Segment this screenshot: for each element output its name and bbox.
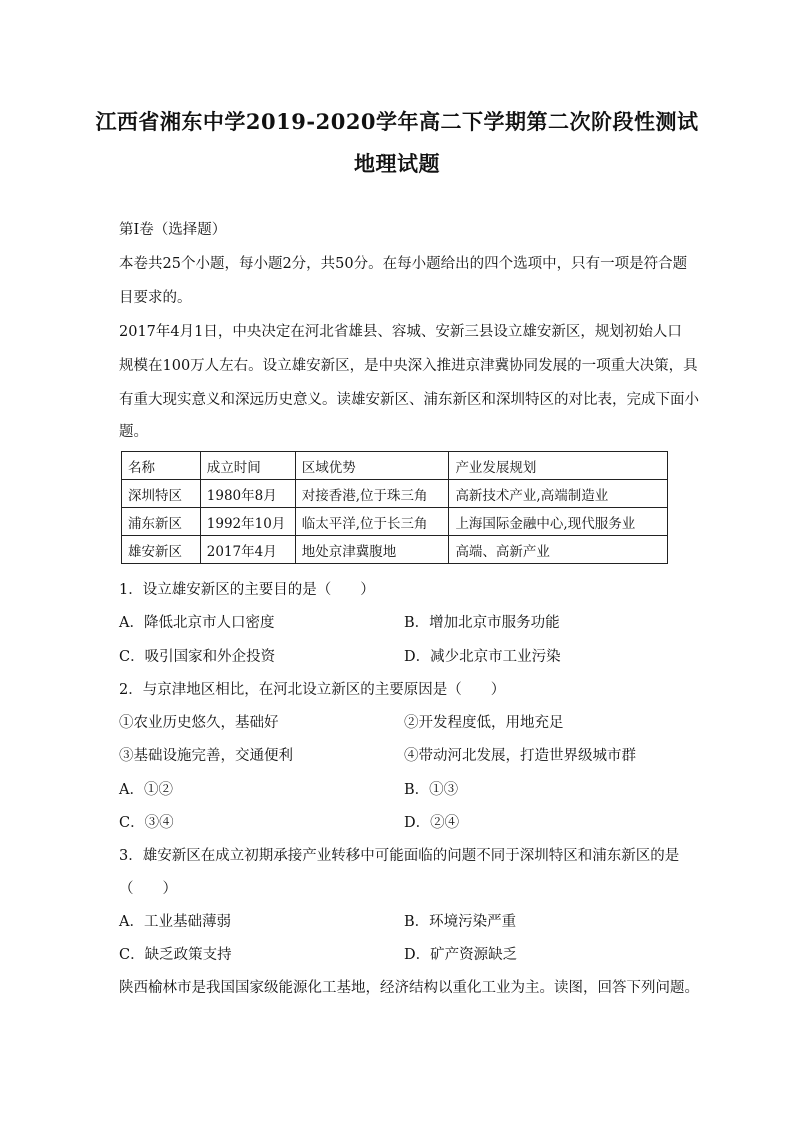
- table-cell: 上海国际金融中心,现代服务业: [449, 508, 668, 536]
- q1-option-c: C．吸引国家和外企投资: [119, 649, 276, 665]
- table-cell: 对接香港,位于珠三角: [295, 480, 449, 508]
- table-cell: 1980年8月: [200, 480, 295, 508]
- exam-subtitle: 地理试题: [354, 151, 440, 176]
- passage-line: 题。: [119, 424, 148, 440]
- table-cell: 1992年10月: [200, 508, 295, 536]
- comparison-table: [121, 451, 668, 564]
- q3-option-d: D．矿产资源缺乏: [404, 947, 518, 963]
- question-3-stem: 3．雄安新区在成立初期承接产业转移中可能面临的问题不同于深圳特区和浦东新区的是: [119, 848, 680, 864]
- q1-option-a: A．降低北京市人口密度: [119, 615, 275, 631]
- q2-statement-1: ①农业历史悠久，基础好: [119, 715, 279, 731]
- table-cell: 深圳特区: [122, 480, 201, 508]
- q2-statement-4: ④带动河北发展，打造世界级城市群: [404, 748, 636, 764]
- table-cell: 浦东新区: [122, 508, 201, 536]
- q2-option-c: C．③④: [119, 815, 174, 831]
- table-header-cell: 产业发展规划: [449, 452, 668, 480]
- q2-option-a: A．①②: [119, 782, 173, 798]
- q3-option-a: A．工业基础薄弱: [119, 914, 231, 930]
- q1-option-d: D．减少北京市工业污染: [404, 649, 561, 665]
- table-cell: 雄安新区: [122, 536, 201, 564]
- section-intro: 本卷共25个小题，每小题2分，共50分。在每小题给出的四个选项中，只有一项是符合题: [119, 256, 688, 272]
- q2-statement-3: ③基础设施完善，交通便利: [119, 748, 293, 764]
- q3-option-b: B．环境污染严重: [404, 914, 517, 930]
- table-header-row: [122, 452, 668, 480]
- passage-2: 陕西榆林市是我国国家级能源化工基地，经济结构以重化工业为主。读图，回答下列问题。: [119, 980, 699, 996]
- table-cell: 地处京津冀腹地: [295, 536, 449, 564]
- question-3-stem-cont: （ ）: [119, 881, 177, 897]
- section-intro-cont: 目要求的。: [119, 290, 192, 306]
- table-cell: 高端、高新产业: [449, 536, 668, 564]
- exam-title: 江西省湘东中学2019-2020学年高二下学期第二次阶段性测试: [95, 109, 699, 134]
- passage-line: 规模在100万人左右。设立雄安新区，是中央深入推进京津冀协同发展的一项重大决策，具: [119, 358, 698, 374]
- table-row: [122, 508, 668, 536]
- passage-line: 2017年4月1日，中央决定在河北省雄县、容城、安新三县设立雄安新区，规划初始人口: [119, 324, 682, 340]
- table-row: [122, 536, 668, 564]
- section-label: 第Ⅰ卷（选择题）: [119, 222, 227, 238]
- q2-option-b: B．①③: [404, 782, 459, 798]
- table-row: [122, 480, 668, 508]
- q1-option-b: B．增加北京市服务功能: [404, 615, 560, 631]
- q2-statement-2: ②开发程度低，用地充足: [404, 715, 564, 731]
- table-header-cell: 名称: [122, 452, 201, 480]
- q3-option-c: C．缺乏政策支持: [119, 947, 232, 963]
- question-2-stem: 2．与京津地区相比，在河北设立新区的主要原因是（ ）: [119, 682, 506, 698]
- table-cell: 临太平洋,位于长三角: [295, 508, 449, 536]
- table-cell: 高新技术产业,高端制造业: [449, 480, 668, 508]
- table-header-cell: 区域优势: [295, 452, 449, 480]
- table-header-cell: 成立时间: [200, 452, 295, 480]
- table-cell: 2017年4月: [200, 536, 295, 564]
- question-1-stem: 1．设立雄安新区的主要目的是（ ）: [119, 582, 375, 598]
- passage-line: 有重大现实意义和深远历史意义。读雄安新区、浦东新区和深圳特区的对比表，完成下面小: [119, 392, 699, 408]
- q2-option-d: D．②④: [404, 815, 460, 831]
